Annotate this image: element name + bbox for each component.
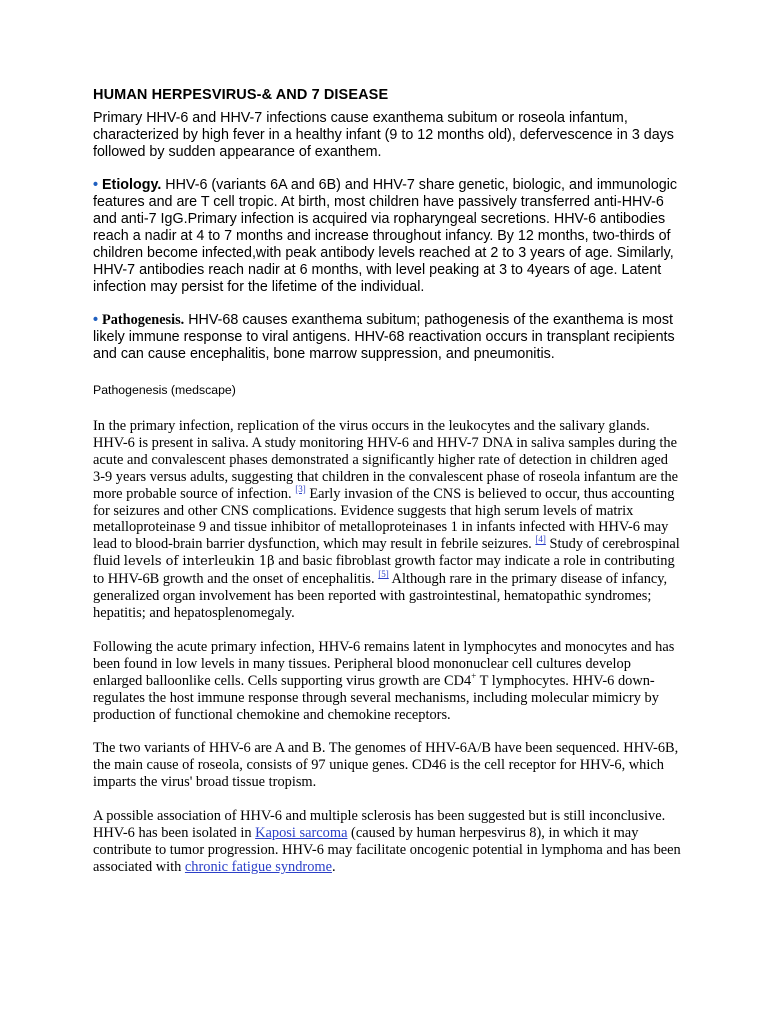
document-page xyxy=(93,86,683,876)
etiology-text: HHV-6 (variants 6A and 6B) and HHV-7 share genetic, biologic, and immunologic features and are T cell tropic. At birth, most children have passively transferred anti-HHV-6 and anti-7 IgG.Primary infection is acquired via ropharyngeal secretions. HHV-6 antibodies reach a nadir at 4 to 7 months and increase throughout infancy. By 12 months, two-thirds of children become infected,with peak antibody levels reached at 2 to 3 years of age. Similarly, HHV-7 antibodies reach nadir at 6 months, with level peaking at 3 to 4years of age. Latent infection may persist for the lifetime of the individual. xyxy=(93,177,678,295)
kaposi-sarcoma-link[interactable]: Kaposi sarcoma xyxy=(255,825,348,842)
para1-text-b: Early invasion of the CNS is believed to occur, thus accounting for seizures and other CNS complications. Evidence suggests that high serum levels of matrix metalloproteinase 9 and tissue inhibitor of metalloproteinases 1 in infants infected with HHV-6 may lead to blood-brain barrier dysfunction, which may result in febrile seizures. xyxy=(93,485,675,553)
primary-infection-paragraph xyxy=(93,418,683,622)
para1-text-d: and basic fibroblast growth factor may indicate a role in contributing to HHV-6B growth and the onset of encephalitis. xyxy=(93,553,675,588)
variants-paragraph: The two variants of HHV-6 are A and B. The genomes of HHV-6A/B have been sequenced. HHV-6B, the main cause of roseola, consists of 97 unique genes. CD46 is the cell receptor for HHV-6, which imparts the virus' broad tissue tropism. xyxy=(93,740,679,791)
para2-text-a: Following the acute primary infection, HHV-6 remains latent in lymphocytes and monocytes and has been found in low levels in many tissues. Peripheral blood mononuclear cell cultures develop enlarged balloonlike cells. Cells supporting virus growth are CD4 xyxy=(93,638,675,689)
para4-text-a: A possible association of HHV-6 and multiple sclerosis has been suggested but is still inconclusive. HHV-6 has been isolated in xyxy=(93,808,666,842)
reference-link-3[interactable]: [3] xyxy=(295,483,306,494)
latency-paragraph xyxy=(93,639,683,724)
bullet-icon: • xyxy=(93,312,99,328)
association-paragraph xyxy=(93,808,683,876)
medscape-heading: Pathogenesis (medscape) xyxy=(93,383,236,397)
cd4-superscript: + xyxy=(471,670,477,681)
reference-link-4[interactable]: [4] xyxy=(535,534,546,545)
para1-text-a: In the primary infection, replication of the virus occurs in the leukocytes and the salivary glands. HHV-6 is present in saliva. A study monitoring HHV-6 and HHV-7 DNA in saliva samples during the acute and convalescent phases demonstrated a significantly higher rate of detection in children aged 3-9 years versus adults, suggesting that children in the convalescent phase of roseola infantum are the more probable source of infection. xyxy=(93,418,679,502)
para4-text-c: . xyxy=(331,858,336,875)
bullet-icon: • xyxy=(93,177,99,193)
para4-text-b: (caused by human herpesvirus 8), in which it may contribute to tumor progression. HHV-6 may facilitate oncogenic potential in lymphoma and has been associated with xyxy=(93,825,681,875)
pathogenesis-label: Pathogenesis. xyxy=(102,312,185,328)
pathogenesis-paragraph xyxy=(93,312,683,363)
para1-text-e: Although rare in the primary disease of infancy, generalized organ involvement has been reported with gastrointestinal, hematopathic syndromes; hepatitis; and hepatosplenomegaly. xyxy=(93,571,668,621)
para1-text-interleukin: levels of interleukin 1β xyxy=(123,554,275,570)
para2-text-b: T lymphocytes. HHV-6 down-regulates the host immune response through several mechanisms, including molecular mimicry by production of functional chemokine and chemokine receptors. xyxy=(93,672,659,723)
etiology-label: Etiology. xyxy=(102,177,162,193)
reference-link-5[interactable]: [5] xyxy=(378,569,389,580)
intro-paragraph: Primary HHV-6 and HHV-7 infections cause exanthema subitum or roseola infantum, characterized by high fever in a healthy infant (9 to 12 months old), defervescence in 3 days followed by sudden appearance of exanthem. xyxy=(93,110,674,160)
pathogenesis-text: HHV-68 causes exanthema subitum; pathogenesis of the exanthema is most likely immune response to viral antigens. HHV-68 reactivation occurs in transplant recipients and can cause encephalitis, bone marrow suppression, and pneumonitis. xyxy=(93,312,675,362)
chronic-fatigue-syndrome-link[interactable]: chronic fatigue syndrome xyxy=(184,858,332,875)
etiology-paragraph xyxy=(93,177,683,296)
document-title: HUMAN HERPESVIRUS-& AND 7 DISEASE xyxy=(93,87,389,103)
para1-text-c: Study of cerebrospinal fluid xyxy=(93,536,680,570)
